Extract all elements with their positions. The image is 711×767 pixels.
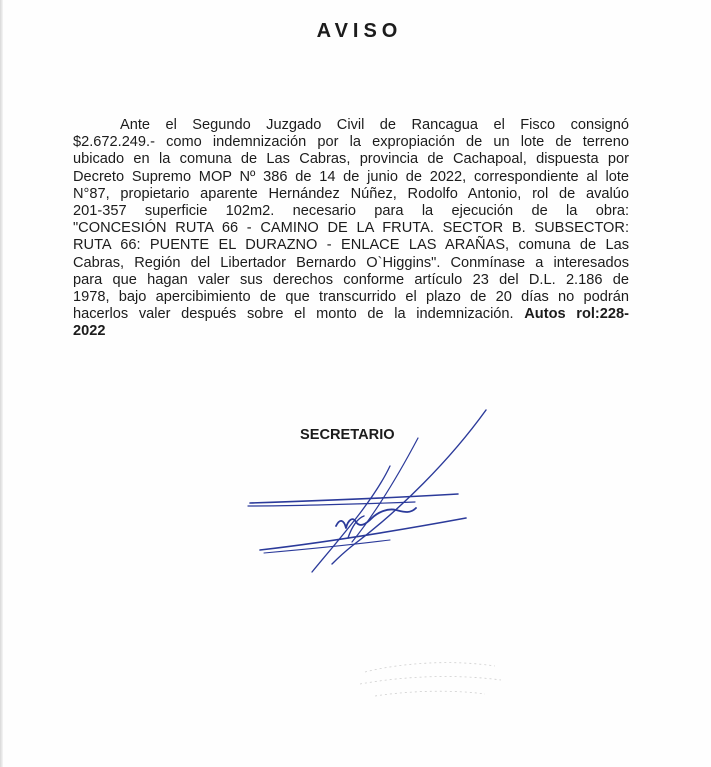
case-number-label: Autos rol:228- xyxy=(524,306,629,323)
body-line: RUTA 66: PUENTE EL DURAZNO - ENLACE LAS ARAÑAS, comuna de Las xyxy=(73,237,629,254)
notice-body xyxy=(73,117,629,340)
scan-edge-shadow xyxy=(0,0,3,767)
body-line: N°87, propietario aparente Hernández Núñez, Rodolfo Antonio, rol de avalúo xyxy=(73,185,629,202)
signature-stroke xyxy=(250,494,458,503)
signer-title: SECRETARIO xyxy=(300,427,395,443)
body-line: Decreto Supremo MOP Nº 386 de 14 de junio de 2022, correspondiente al lote xyxy=(73,168,629,185)
body-line: para que hagan valer sus derechos conforme artículo 23 del D.L. 2.186 de xyxy=(73,271,629,288)
body-line: Cabras, Región del Libertador Bernardo O`Higgins". Conmínase a interesados xyxy=(73,254,629,271)
signature-stroke xyxy=(352,438,418,542)
case-number-year: 2022 xyxy=(73,323,106,340)
body-line: ubicado en la comuna de Las Cabras, provincia de Cachapoal, dispuesta por xyxy=(73,151,629,168)
body-line-with-case-number xyxy=(73,306,629,323)
signature-stroke xyxy=(332,410,486,564)
signature-stroke xyxy=(336,508,416,528)
notice-title: AVISO xyxy=(316,20,403,42)
body-line: 1978, bajo apercibimiento de que transcurrido el plazo de 20 días no podrán xyxy=(73,288,629,305)
body-line: $2.672.249.- como indemnización por la expropiación de un lote de terreno xyxy=(73,134,629,151)
body-line: 201-357 superficie 102m2. necesario para la ejecución de la obra: xyxy=(73,202,629,219)
signature-stroke xyxy=(260,518,466,550)
body-line: "CONCESIÓN RUTA 66 - CAMINO DE LA FRUTA. SECTOR B. SUBSECTOR: xyxy=(73,220,629,237)
handwritten-signature xyxy=(240,400,500,585)
body-line: Ante el Segundo Juzgado Civil de Rancagua el Fisco consignó xyxy=(120,117,629,133)
faded-stamp-mark xyxy=(355,650,505,705)
body-line-text: hacerlos valer después sobre el monto de la indemnización. xyxy=(73,306,514,323)
